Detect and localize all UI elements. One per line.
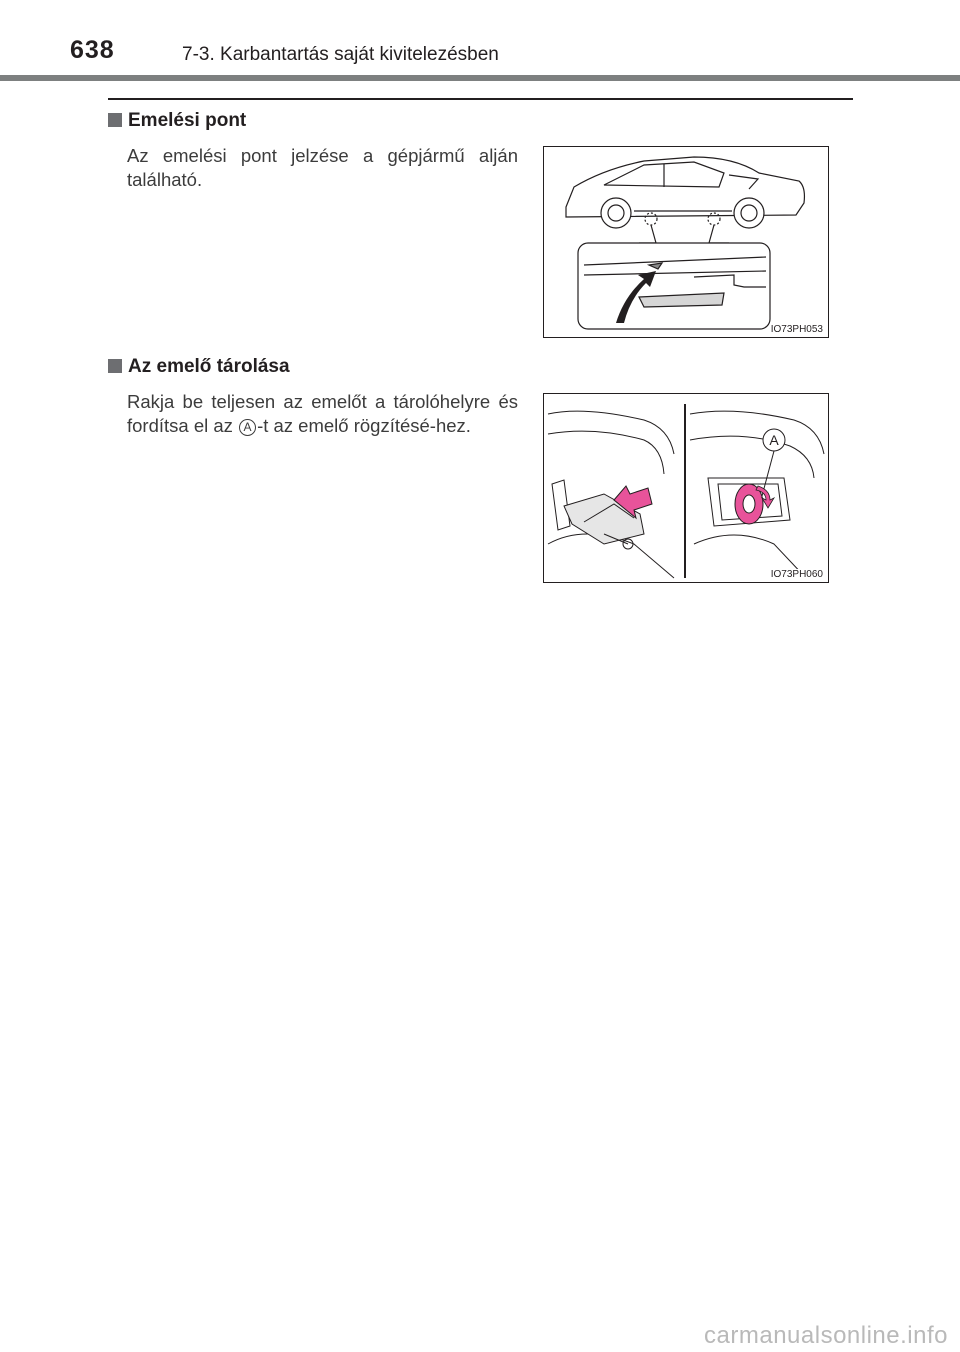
section-title-jack-storage <box>108 356 290 378</box>
figure-lifting-point <box>543 146 829 338</box>
figure-code: IO73PH053 <box>770 324 823 335</box>
figure-label-a: A <box>769 432 779 448</box>
figure-code: IO73PH060 <box>770 569 823 580</box>
section-rule <box>108 98 853 100</box>
section-title-lifting-point <box>108 110 246 132</box>
body-text-part: -t az emelő rögzítésé-hez. <box>257 415 471 436</box>
jack-storage-illustration <box>544 394 828 582</box>
section-title-text: Emelési pont <box>128 110 247 131</box>
square-bullet-icon <box>108 113 122 127</box>
square-bullet-icon <box>108 359 122 373</box>
circled-marker: A <box>239 419 256 436</box>
section-body-lifting-point: Az emelési pont jelzése a gépjármű alján található. <box>127 145 518 190</box>
body-text-part: Rakja be teljesen az emelőt a tárolóhelyre és fordítsa el az <box>127 391 518 436</box>
car-lifting-point-illustration <box>544 147 828 337</box>
section-title-text: Az emelő tárolása <box>128 356 290 377</box>
page-number: 638 <box>70 36 115 64</box>
header-bar <box>0 75 960 81</box>
figure-jack-storage <box>543 393 829 583</box>
watermark: carmanualsonline.info <box>704 1322 948 1349</box>
chapter-title: 7-3. Karbantartás saját kivitelezésben <box>182 44 499 65</box>
section-body-jack-storage <box>127 390 518 438</box>
